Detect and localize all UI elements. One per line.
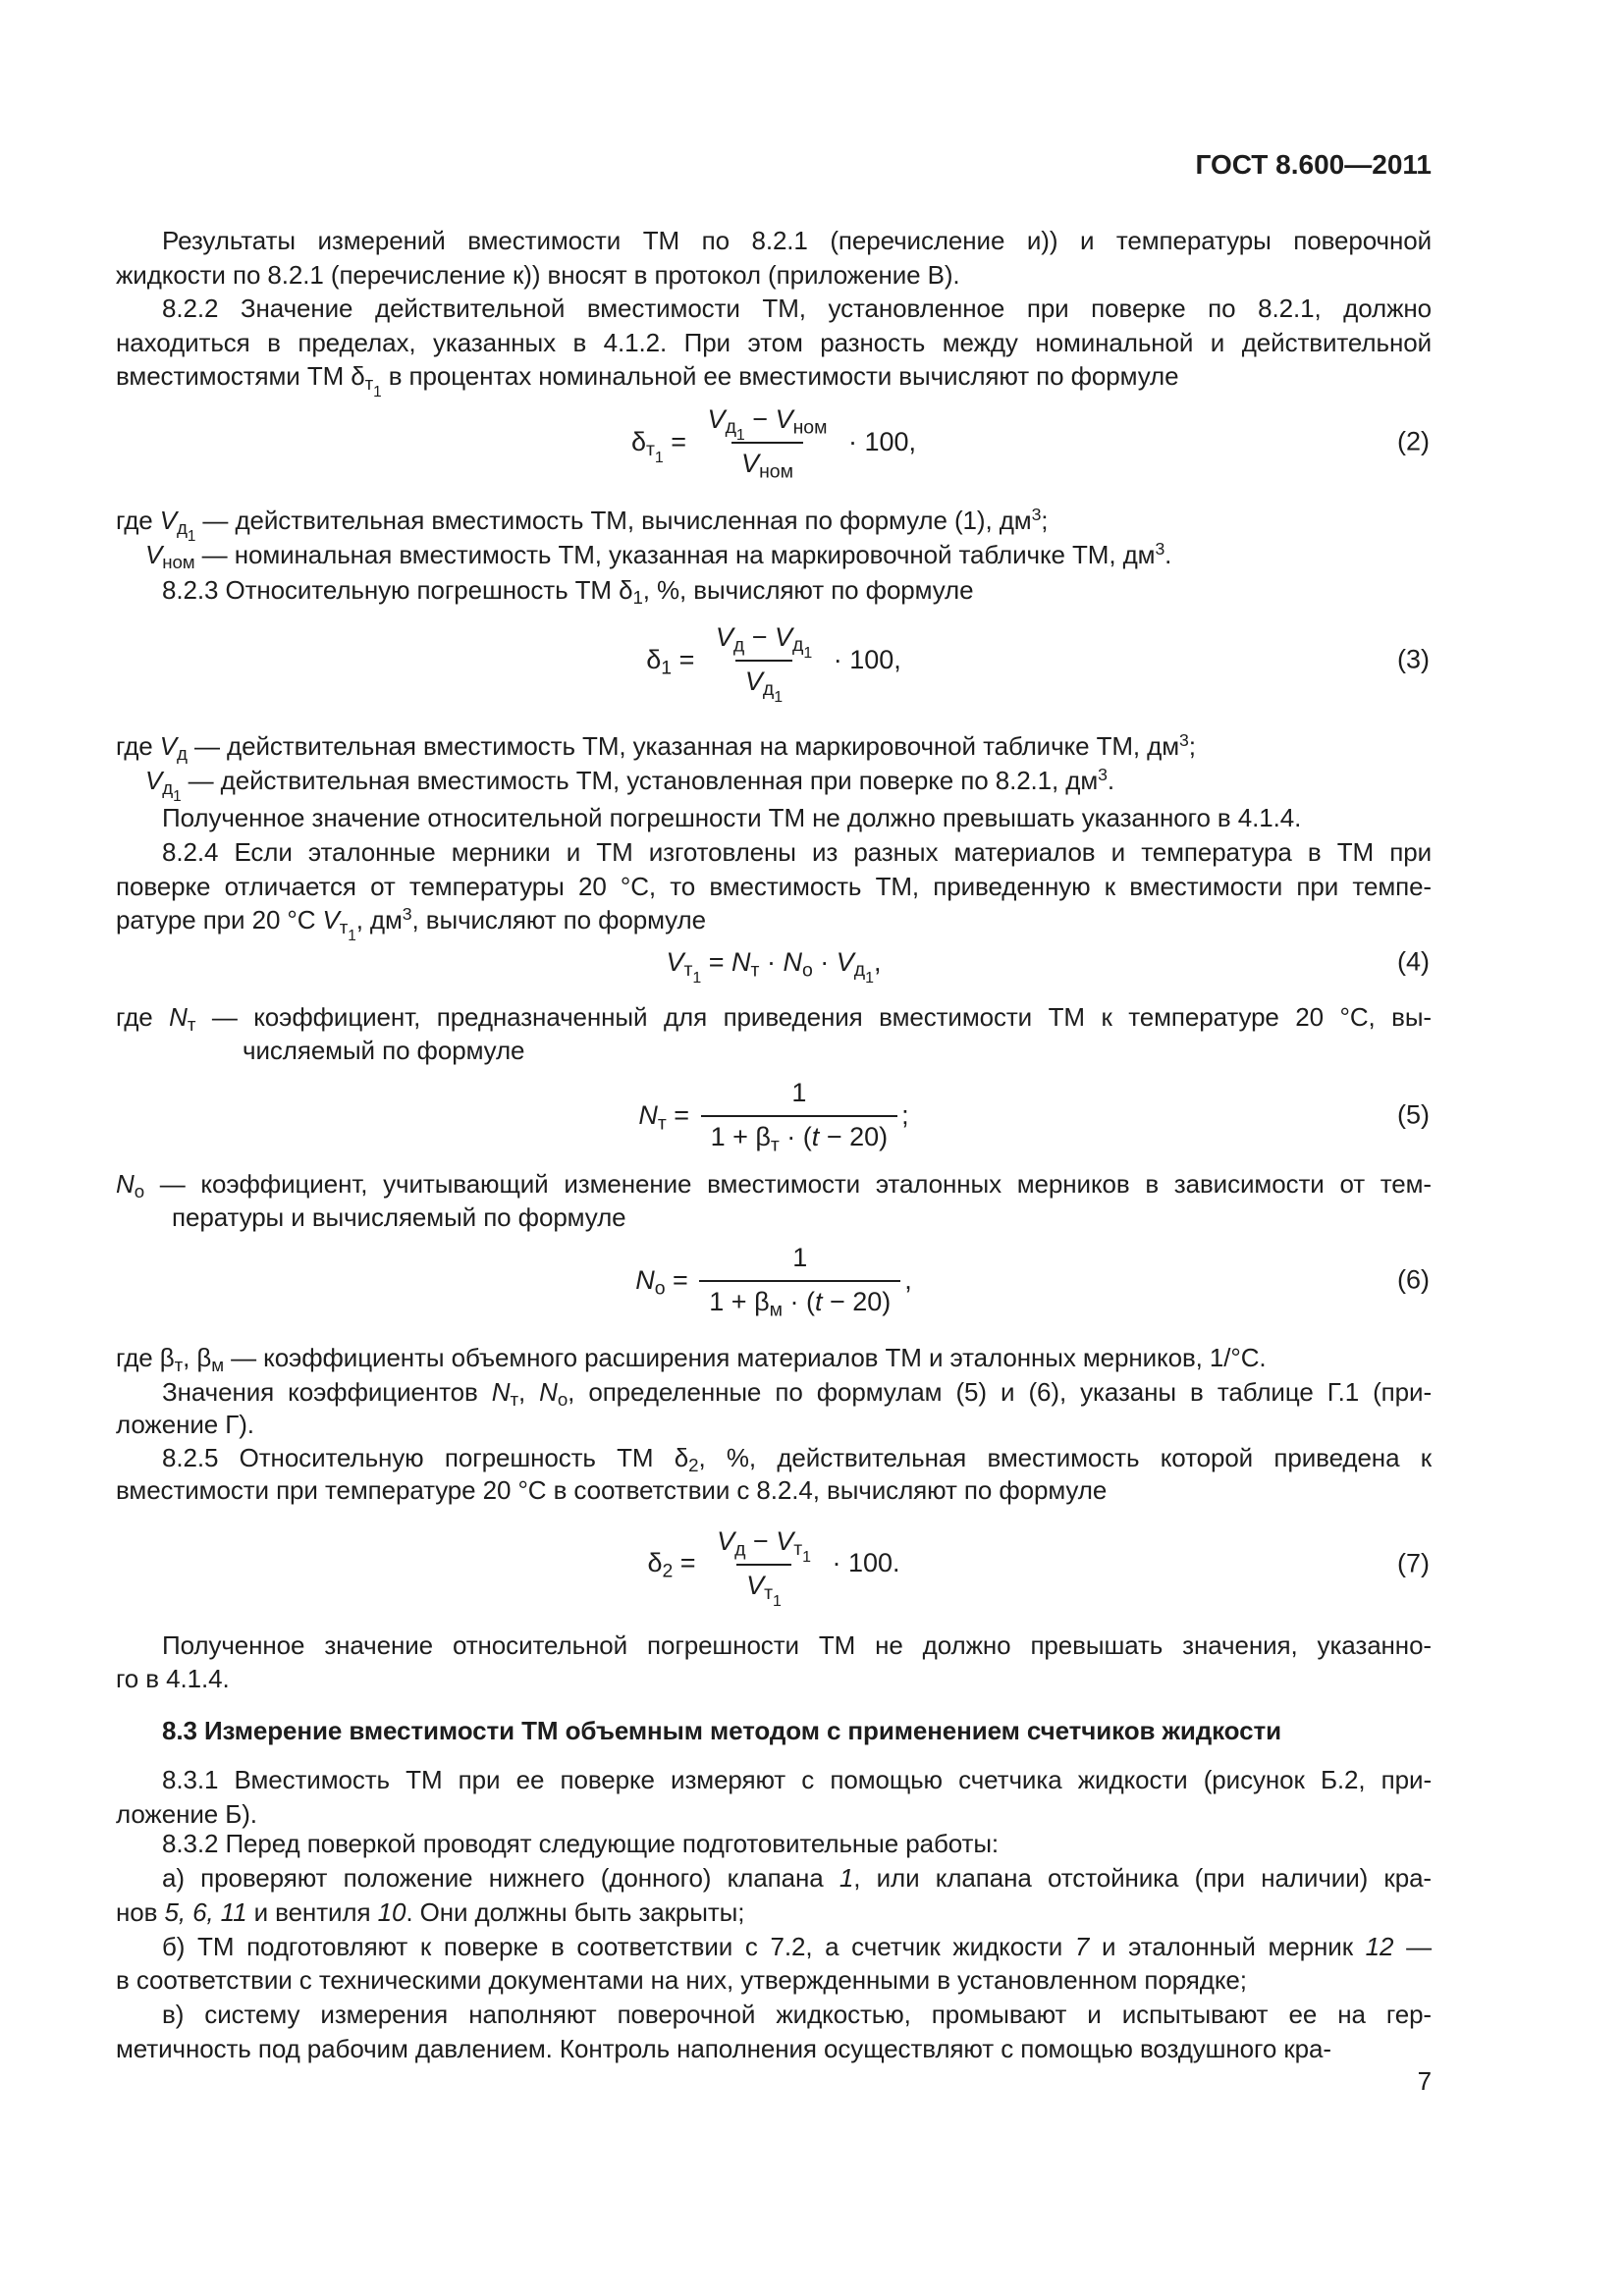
- formula-number: (5): [1397, 1099, 1430, 1130]
- formula: [116, 1072, 1432, 1158]
- text-line: вместимости при температуре 20 °С в соответствии с 8.2.4, вычисляют по формуле: [116, 1475, 1108, 1505]
- equation: [631, 402, 916, 481]
- fraction: $\frac{V_д - V_{т_1}}{V_{т_1}}$: [717, 1525, 811, 1611]
- formula: [116, 611, 1432, 709]
- text-line: числяемый по формуле: [243, 1036, 525, 1065]
- text-line: ратуре при 20 °С $V_{т_1}$, $дм^3$, вычисляют по формуле: [116, 904, 706, 945]
- text-line: в соответствии с техническими документами на них, утвержденными в установленном порядке;: [116, 1965, 1247, 1995]
- text-line: вместимостями ТМ $\delta_{т_1}$ в процентах номинальной ее вместимости вычисляют по формуле: [116, 361, 1179, 401]
- text-line: нов 5, 6, 11 и вентиля 10. Они должны быть закрыты;: [116, 1897, 745, 1927]
- equation-part: · 100,: [826, 644, 901, 674]
- text-line: Полученное значение относительной погрешности ТМ не должно превышать указанного в 4.1.4.: [162, 803, 1302, 832]
- equation-part: ,: [904, 1264, 912, 1295]
- formula-number: (7): [1397, 1548, 1430, 1577]
- text-line: $N_о$ — коэффициент, учитывающий изменение вместимости эталонных мерников в зависимости от тем-: [116, 1169, 1432, 1202]
- equation-part: $N_о$ =: [635, 1264, 696, 1299]
- formula: [116, 393, 1432, 491]
- text-line: 8.2.4 Если эталонные мерники и ТМ изготовлены из разных материалов и температура в ТМ при: [162, 837, 1432, 867]
- text-line: где $N_т$ — коэффициент, предназначенный для приведения вместимости ТМ к температуре 20 °С, вы-: [116, 1002, 1432, 1036]
- formula: [116, 937, 1432, 987]
- standard-number-header: ГОСТ 8.600—2011: [1195, 149, 1432, 180]
- equation-part: $V_{т_1} = N_т \cdot N_о \cdot V_{д_1}$,: [666, 946, 882, 988]
- text-line: пературы и вычисляемый по формуле: [172, 1202, 626, 1232]
- equation-part: $\delta_1$ =: [646, 644, 702, 678]
- text-line: 8.3.2 Перед поверкой проводят следующие подготовительные работы:: [162, 1829, 1000, 1858]
- text-line: Полученное значение относительной погрешности ТМ не должно превышать значения, указанно-: [162, 1630, 1432, 1660]
- equation: [646, 620, 901, 707]
- text-line: $V_{д_1}$ — действительная вместимость ТМ, установленная при поверке по 8.2.1, $дм^3$.: [145, 765, 1114, 806]
- text-line: б) ТМ подготовляют к поверке в соответствии с 7.2, а счетчик жидкости 7 и эталонный мерник 12 —: [162, 1932, 1432, 1961]
- equation: [638, 1076, 908, 1154]
- equation-part: · 100,: [840, 426, 917, 456]
- text-line: ложение Г).: [116, 1410, 254, 1439]
- page-number: 7: [1417, 2066, 1432, 2096]
- text-line: где $V_{д_1}$ — действительная вместимость ТМ, вычисленная по формуле (1), $дм^3$;: [116, 505, 1049, 546]
- fraction: $\frac{V_д - V_{д_1}}{V_{д_1}}$: [715, 622, 813, 707]
- text-line: находиться в пределах, указанных в 4.1.2. При этом разность между номинальной и действительной: [116, 328, 1432, 357]
- equation-part: $N_т$ =: [638, 1099, 697, 1134]
- text-line: в) систему измерения наполняют поверочной жидкостью, промывают и испытывают ее на гер-: [162, 2000, 1432, 2029]
- text-line: го в 4.1.4.: [116, 1664, 230, 1693]
- equation: [635, 1241, 912, 1319]
- text-line: 8.3 Измерение вместимости ТМ объемным методом с применением счетчиков жидкости: [162, 1716, 1281, 1745]
- formula-number: (3): [1397, 644, 1430, 674]
- text-line: поверке отличается от температуры 20 °С, то вместимость ТМ, приведенную к вместимости при темпе-: [116, 872, 1432, 901]
- text-line: где $V_д$ — действительная вместимость ТМ, указанная на маркировочной табличке ТМ, $дм^3$;: [116, 730, 1196, 765]
- formula-number: (6): [1397, 1264, 1430, 1295]
- equation: [647, 1524, 900, 1611]
- fraction: $\frac{1}{1 + \beta_т \cdot (t - 20)}$: [701, 1076, 898, 1154]
- formula-number: (4): [1397, 946, 1430, 977]
- text-line: жидкости по 8.2.1 (перечисление к)) вносят в протокол (приложение В).: [116, 260, 960, 290]
- text-line: где $\beta_т$, $\beta_м$ — коэффициенты объемного расширения материалов ТМ и эталонных мерников, 1/°С.: [116, 1343, 1267, 1376]
- formula-number: (2): [1397, 426, 1430, 456]
- fraction: $\frac{V_{д_1} - V_{ном}}{V_{ном}}$: [707, 404, 828, 483]
- fraction: $\frac{1}{1 + \beta_м \cdot (t - 20)}$: [699, 1241, 900, 1319]
- text-line: 8.3.1 Вместимость ТМ при ее поверке измеряют с помощью счетчика жидкости (рисунок Б.2, при-: [162, 1765, 1432, 1794]
- text-line: Значения коэффициентов $N_т$, $N_о$, определенные по формулам (5) и (6), указаны в таблице Г.1 (при-: [162, 1377, 1433, 1411]
- text-line: 8.2.3 Относительную погрешность ТМ $\delta_1$, %, вычисляют по формуле: [162, 575, 974, 609]
- formula: [116, 1237, 1432, 1323]
- text-line: Результаты измерений вместимости ТМ по 8.2.1 (перечисление и)) и температуры поверочной: [162, 226, 1432, 255]
- equation: [666, 945, 882, 988]
- formula: [116, 1512, 1432, 1615]
- text-line: ложение Б).: [116, 1799, 257, 1829]
- text-line: а) проверяют положение нижнего (донного) клапана 1, или клапана отстойника (при наличии) кра-: [162, 1863, 1432, 1893]
- text-line: метичность под рабочим давлением. Контроль наполнения осуществляют с помощью воздушного кра-: [116, 2034, 1331, 2063]
- equation-part: $\delta_2$ =: [647, 1548, 704, 1582]
- text-line: 8.2.5 Относительную погрешность ТМ $\delta_2$, %, действительная вместимость которой приведена к: [162, 1443, 1432, 1476]
- equation-part: ;: [901, 1099, 909, 1130]
- text-line: 8.2.2 Значение действительной вместимости ТМ, установленное при поверке по 8.2.1, должно: [162, 294, 1432, 323]
- equation-part: $\delta_{т_1}$ =: [630, 426, 694, 467]
- equation-part: · 100.: [825, 1548, 900, 1577]
- text-line: $V_{ном}$ — номинальная вместимость ТМ, указанная на маркировочной табличке ТМ, $дм^3$.: [145, 539, 1172, 573]
